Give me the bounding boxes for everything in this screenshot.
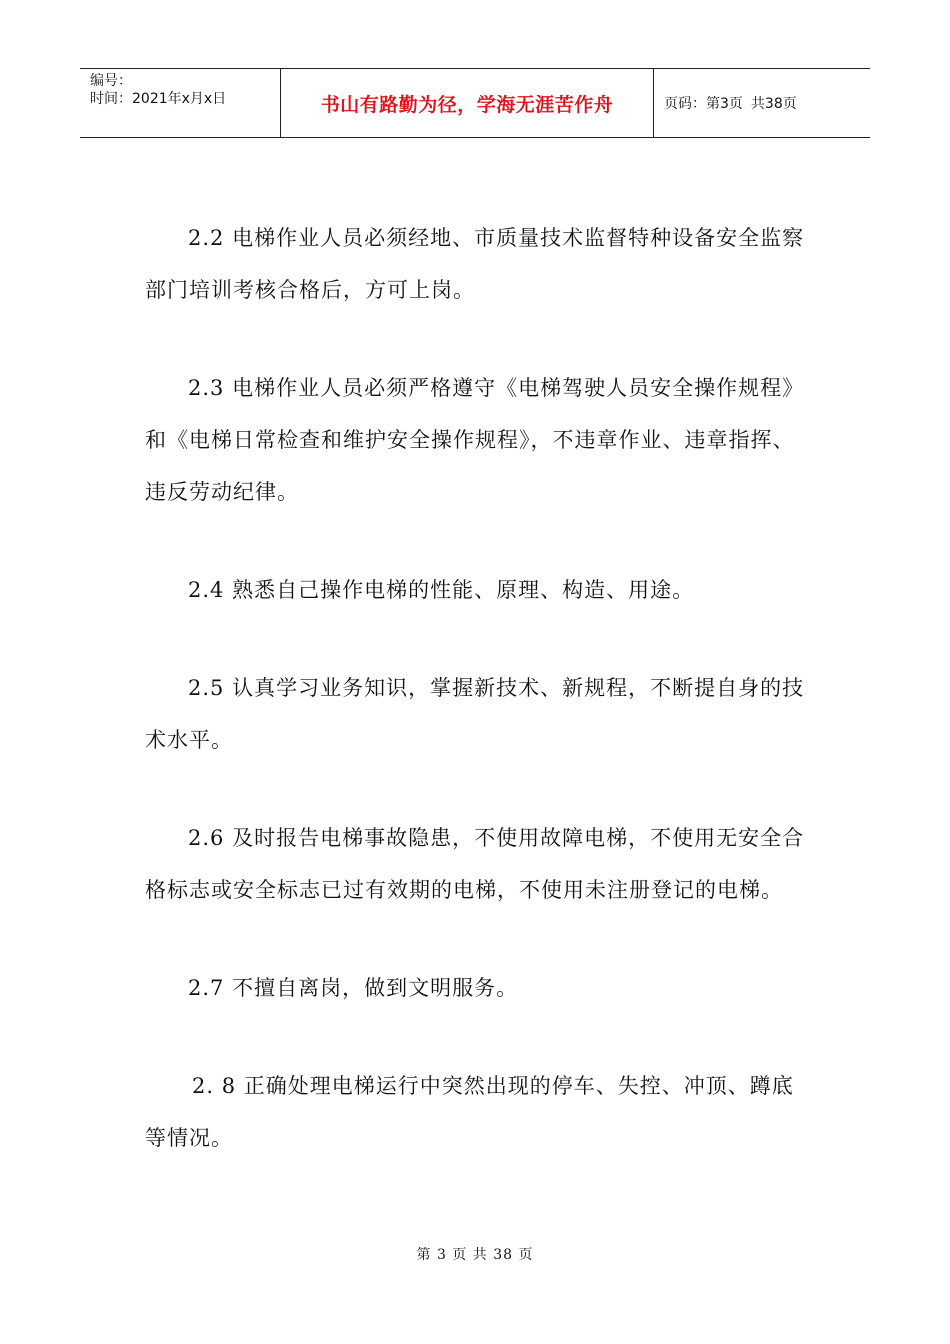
paragraph-line: 2.5 认真学习业务知识，掌握新技术、新规程，不断提自身的技 [188, 676, 805, 700]
paragraph-2-8 [145, 1060, 813, 1164]
paragraph-line: 2.3 电梯作业人员必须严格遵守《电梯驾驶人员安全操作规程》 [188, 376, 805, 400]
page-footer: 第 3 页 共 38 页 [416, 1247, 534, 1263]
paragraph-2-2 [145, 212, 813, 316]
document-body [145, 212, 813, 1210]
header-motto-cell [281, 69, 654, 137]
total-pages-label: 共38页 [750, 96, 797, 112]
paragraph-line: 2. 8 正确处理电梯运行中突然出现的停车、失控、冲顶、蹲底 [192, 1074, 794, 1098]
motto-text: 书山有路勤为径，学海无涯苦作舟 [320, 93, 614, 116]
paragraph-line: 等情况。 [145, 1126, 233, 1150]
paragraph-2-3 [145, 362, 813, 518]
paragraph-line: 2.7 不擅自离岗，做到文明服务。 [188, 976, 519, 1000]
header-page-cell [654, 69, 870, 137]
paragraph-line: 部门培训考核合格后，方可上岗。 [145, 278, 475, 302]
paragraph-line: 2.4 熟悉自己操作电梯的性能、原理、构造、用途。 [188, 578, 695, 602]
paragraph-line: 格标志或安全标志已过有效期的电梯，不使用未注册登记的电梯。 [145, 878, 783, 902]
serial-label: 编号： [90, 73, 132, 89]
paragraph-line: 和《电梯日常检查和维护安全操作规程》，不违章作业、违章指挥、 [145, 428, 795, 452]
header-meta-cell [80, 69, 281, 137]
page-header [80, 68, 870, 138]
date-label: 时间：2021年x月x日 [90, 91, 227, 107]
paragraph-2-6 [145, 812, 813, 916]
paragraph-line: 2.2 电梯作业人员必须经地、市质量技术监督特种设备安全监察 [188, 226, 805, 250]
paragraph-2-4 [145, 564, 813, 616]
paragraph-line: 术水平。 [145, 728, 233, 752]
page-label: 页码：第3页 [664, 96, 743, 112]
paragraph-line: 违反劳动纪律。 [145, 480, 299, 504]
paragraph-line: 2.6 及时报告电梯事故隐患，不使用故障电梯，不使用无安全合 [188, 826, 805, 850]
paragraph-2-5 [145, 662, 813, 766]
paragraph-2-7 [145, 962, 813, 1014]
